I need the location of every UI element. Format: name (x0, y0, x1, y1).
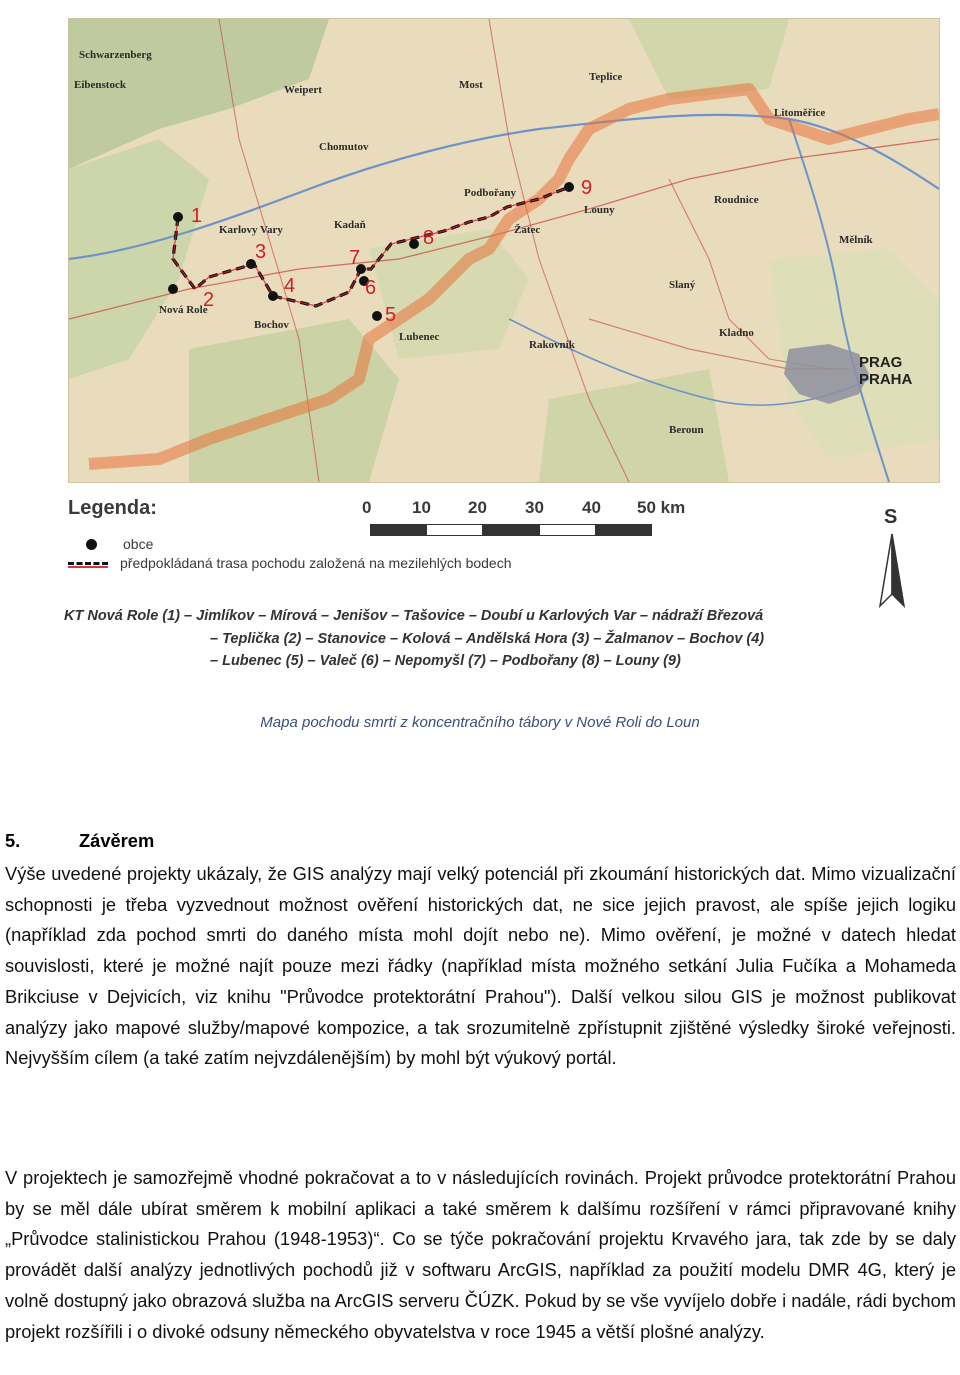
scale-tick: 20 (468, 498, 487, 517)
map-label: Karlovy Vary (219, 224, 283, 236)
scale-tick: 10 (412, 498, 431, 517)
stop-marker (409, 239, 419, 249)
north-label: S (884, 506, 898, 528)
legend-item-route (68, 555, 512, 571)
map-canvas (69, 19, 939, 482)
map-label: Nová Role (159, 304, 208, 316)
map-label: Rakovník (529, 339, 575, 351)
map-label: Schwarzenberg (79, 49, 152, 61)
stop-number-7: 7 (349, 247, 361, 269)
map-label: Litoměřice (774, 107, 826, 119)
map-label: Most (459, 79, 483, 91)
stop-number-8: 8 (423, 227, 435, 249)
black-dot-icon (86, 539, 97, 550)
section-heading (5, 830, 154, 852)
map-label: Kadaň (334, 219, 366, 231)
map-label: Mělník (839, 234, 873, 246)
stop-marker (173, 212, 183, 222)
dashed-route-line-icon (68, 562, 108, 565)
scale-tick: 50 km (637, 498, 686, 517)
map-label: Chomutov (319, 141, 369, 153)
north-arrow (872, 506, 918, 612)
stop-marker (168, 284, 178, 294)
route-description (64, 605, 764, 673)
stop-number-9: 9 (581, 177, 593, 199)
historical-map (68, 18, 940, 483)
figure-caption: Mapa pochodu smrti z koncentračního tábory v Nové Roli do Loun (260, 714, 700, 731)
map-label: Žatec (514, 224, 541, 236)
section-number: 5. (5, 830, 21, 851)
scale-bar-graphic (370, 524, 652, 536)
stop-number-6: 6 (365, 277, 377, 299)
paragraph: V projektech je samozřejmě vhodné pokračovat a to v následujících rovinách. Projekt průvodce protektorátní Prahou by se měl dále ubírat směrem k mobilní aplikaci a také směrem k dalšímu rozšíření v rámci připravované knihy „Průvodce stalinistickou Prahou (1948-1953)“. Co se týče pokračování projektu Krvavého jara, tak zde by se daly provádět další analýzy jednotlivých pochodů již v softwaru ArcGIS, například za použití modelu DMR 4G, který je volně dostupný jako obrazová služba na ArcGIS serveru ČÚZK. Pokud by se vše vyvíjelo dobře i nadále, rádi bychom projekt rozšířili i o divoké odsuny německého obyvatelstva v roce 1945 a větší plošné analýzy. (5, 1167, 956, 1342)
stop-number-3: 3 (255, 241, 267, 263)
route-line: KT Nová Role (1) – Jimlíkov – Mírová – Jenišov – Tašovice – Doubí u Karlových Var – nádraží Březová (64, 608, 764, 624)
scale-tick: 30 (525, 498, 544, 517)
map-label: Slaný (669, 279, 696, 291)
paragraph: Výše uvedené projekty ukázaly, že GIS analýzy mají velký potenciál při zkoumání historických dat. Mimo vizualizační schopnosti je třeba vyzvednout možnost ověření historických dat, ne sice jejich pravost, ale spíše jejich logiku (například zda pochod smrti do daného místa mohl dojít nebo ne). Mimo ověření, je možné v datech hledat souvislosti, které je možné najít pouze mezi řádky (například místa možného setkání Julia Fučíka a Mohameda Brikciuse v Dejvicích, viz knihu "Průvodce protektorátní Prahou"). Další velkou silou GIS je možnost publikovat analýzy jako mapové služby/mapové kompozice, a tak srozumitelně zpřístupnit zjištěné výsledky široké veřejnosti. Nejvyšším cílem (a také zatím nejvzdálenějším) by mohl být výukový portál. (5, 863, 956, 1069)
route-line: – Lubenec (5) – Valeč (6) – Nepomyšl (7) – Podbořany (8) – Louny (9) (210, 653, 681, 669)
map-label: Kladno (719, 327, 754, 339)
map-label: Teplice (589, 71, 623, 83)
scale-tick: 40 (582, 498, 601, 517)
scale-bar (362, 494, 692, 542)
stop-number-1: 1 (191, 205, 203, 227)
map-label: Louny (584, 204, 615, 216)
stop-marker (372, 311, 382, 321)
stop-number-5: 5 (385, 304, 397, 326)
legend-item-municipality (68, 536, 153, 552)
map-label: Bochov (254, 319, 289, 331)
stop-marker (564, 182, 574, 192)
map-label: Eibenstock (74, 79, 126, 91)
stop-marker (268, 291, 278, 301)
stop-number-4: 4 (284, 275, 296, 297)
legend-title: Legenda: (68, 497, 157, 519)
route-line: – Teplička (2) – Stanovice – Kolová – Andělská Hora (3) – Žalmanov – Bochov (4) (210, 630, 765, 647)
map-label: Podbořany (464, 187, 516, 199)
section-title: Závěrem (79, 830, 155, 851)
capital-label: PRAG (859, 354, 903, 371)
stop-number-2: 2 (203, 289, 215, 311)
legend-label: obce (123, 536, 154, 552)
scale-tick: 0 (362, 498, 372, 517)
map-label: Beroun (669, 424, 704, 436)
capital-label: PRAHA (859, 371, 913, 388)
map-label: Roudnice (714, 194, 759, 206)
legend-label: předpokládaná trasa pochodu založená na mezilehlých bodech (120, 555, 512, 571)
map-label: Weipert (284, 84, 322, 96)
map-label: Lubenec (399, 331, 440, 343)
